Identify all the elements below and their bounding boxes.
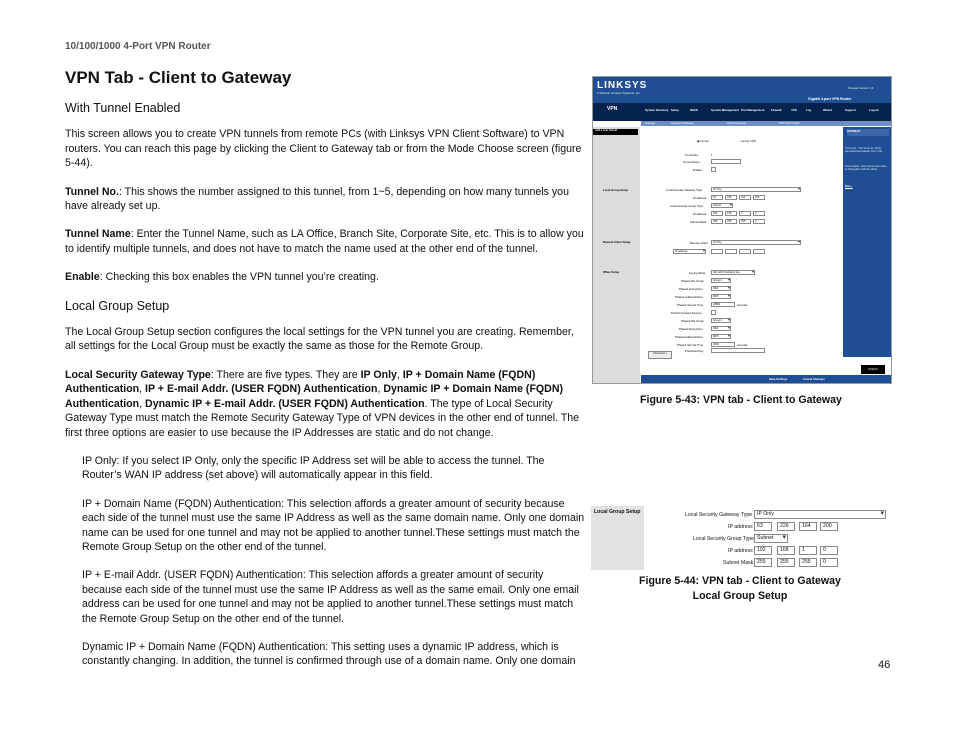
p2enc-select[interactable]: DES ▾ xyxy=(711,326,731,331)
paragraph-tunnel-name xyxy=(65,227,585,256)
subheading-local-group: Local Group Setup xyxy=(65,298,170,313)
ip-octet-2[interactable]: 226 xyxy=(725,195,737,200)
help-text-1: Tunnel No. : This tunnel no. will be generated automatically from 1~50. xyxy=(845,147,883,153)
enable-label: Enable xyxy=(693,168,702,172)
figure-local-group-setup xyxy=(591,506,889,570)
term-enable: Enable xyxy=(65,271,100,284)
ip-octet-3[interactable]: 164 xyxy=(739,195,751,200)
subtab-gateway-to-gateway[interactable]: Gateway to Gateway xyxy=(671,122,694,125)
remote-ip-select[interactable]: IP address ▾ xyxy=(673,249,706,254)
f2-ip2-octet-3[interactable]: 1 xyxy=(799,546,817,555)
term-dyn-fqdn: Dynamic IP + Domain Name (FQDN) Authentication xyxy=(65,383,563,410)
figure-544-caption-line2: Local Group Setup xyxy=(692,590,788,602)
lsgt-select[interactable]: IP Only ▾ xyxy=(711,187,801,192)
f2-lsgrp-label: Local Security Group Type xyxy=(693,536,755,542)
ip2-octet-4[interactable]: 0 xyxy=(753,211,765,216)
ip2-octet-2[interactable]: 168 xyxy=(725,211,737,216)
nav-log[interactable]: Log xyxy=(806,108,812,112)
item-ip-email: IP + E-mail Addr. (USER FQDN) Authentication: This selection affords a greater amount of security because each side of the tunnel must use the same IP Address as well as the same email. Only one email address can be used for one tunnel and may not be applied to another tunnel.These settings must match the Remote Group Setup on the other end of the tunnel. xyxy=(82,569,579,625)
p2sa-unit: seconds xyxy=(737,343,748,347)
p1dh-label: Phase1 DH Group xyxy=(681,279,704,283)
nav-port-management[interactable]: Port Management xyxy=(741,108,765,112)
p2dh-select[interactable]: Group1 ▾ xyxy=(711,318,731,323)
p1dh-select[interactable]: Group1 ▾ xyxy=(711,278,731,283)
nav-system-management[interactable]: System Management xyxy=(711,108,739,112)
ip-octet-1[interactable]: 63 xyxy=(711,195,723,200)
mask-octet-2[interactable]: 255 xyxy=(725,219,737,224)
f2-ip-octet-2[interactable]: 226 xyxy=(777,522,795,531)
desc-enable: : Checking this box enables the VPN tunnel you’re creating. xyxy=(99,271,379,284)
ip-label: IP address xyxy=(693,196,707,200)
nav-vpn[interactable]: VPN xyxy=(791,108,797,112)
p2enc-label: Phase2 Encryption xyxy=(679,327,703,331)
nav-firewall[interactable]: Firewall xyxy=(771,108,782,112)
nav-logout[interactable]: Logout xyxy=(869,108,879,112)
mask-octet-3[interactable]: 255 xyxy=(739,219,751,224)
p1auth-label: Phase1 Authentication xyxy=(675,295,703,299)
f2-ip-octet-4[interactable]: 200 xyxy=(820,522,838,531)
cisco-logo: CISCO xyxy=(861,365,885,374)
p2sa-label: Phase2 SA Life Time xyxy=(677,343,703,347)
f2-mask-octet-3[interactable]: 255 xyxy=(799,558,817,567)
remote-ip-octet-4[interactable] xyxy=(753,249,765,254)
sitemap-link[interactable] xyxy=(847,129,889,136)
p2dh-label: Phase2 DH Group xyxy=(681,319,704,323)
main-nav xyxy=(593,103,891,121)
desc-tunnel-no: : This shows the number assigned to this tunnel, from 1~5, depending on how many tunnels you have already set up. xyxy=(65,185,569,213)
f2-ip-octet-3[interactable]: 164 xyxy=(799,522,817,531)
text-seg: . The type of Local Security Gateway Type must match the Remote Security Gateway Type of VPN devices in the other end of tunnel. The first three options are easier to use because the IP Addresses are static and do not change. xyxy=(65,397,580,439)
term-tunnel-name: Tunnel Name xyxy=(65,228,131,241)
item-ip-fqdn: IP + Domain Name (FQDN) Authentication: This selection affords a greater amount of security because each side of the tunnel must use the same IP Address as well as the same domain name. Only one domain name can be used for one tunnel and may not be applied to another tunnel.These settings must match the Remote Group Setup on the other end of the tunnel. xyxy=(82,497,585,553)
p1enc-label: Phase1 Encryption xyxy=(679,287,703,291)
tunnel-radio-label[interactable]: ◉ Tunnel xyxy=(697,139,709,143)
more-link[interactable]: More... xyxy=(845,185,853,188)
help-text-2: Tunnel Name : Enter the tunnel's name to distinguish it with the others. xyxy=(845,165,887,171)
term-ip-email: IP + E-mail Addr. (USER FQDN) Authentication xyxy=(145,383,378,396)
body-text xyxy=(65,101,585,683)
left-section-bar xyxy=(593,127,640,383)
p1sa-label: Phase1 SA Life Time xyxy=(677,303,703,307)
p1auth-select[interactable]: MD5 ▾ xyxy=(711,294,731,299)
save-settings-button[interactable]: Save Settings xyxy=(769,377,788,381)
text-seg: , xyxy=(396,368,403,381)
figure-544-caption xyxy=(591,574,889,604)
psk-label: Preshared Key xyxy=(685,349,704,353)
item-ip-only: IP Only: If you select IP Only, only the specific IP Address set will be able to access the tunnel. The Router’s WAN IP address (set above) will automatically appear in this field. xyxy=(82,454,545,482)
p1sa-unit: seconds xyxy=(737,303,748,307)
f2-mask-octet-1[interactable]: 255 xyxy=(754,558,772,567)
ip2-label: IP address xyxy=(693,212,707,216)
help-sidebar xyxy=(843,127,891,357)
figure-543-caption: Figure 5-43: VPN tab - Client to Gateway xyxy=(640,394,842,406)
remote-client-select[interactable]: IP Only ▾ xyxy=(711,240,801,245)
f2-lsgt-select[interactable]: IP Only ▾ xyxy=(754,510,886,519)
f2-mask-label: Subnet Mask xyxy=(723,560,754,566)
p2auth-select[interactable]: MD5 ▾ xyxy=(711,334,731,339)
page-number: 46 xyxy=(878,659,891,671)
nav-dhcp[interactable]: DHCP xyxy=(690,108,698,112)
paragraph-intro: This screen allows you to create VPN tunnels from remote PCs (with Linksys VPN Client Software) to VPN routers. You can reach this page by clicking the Client to Gateway tab or from the Mode Choose screen (figure 5-44). xyxy=(65,128,582,170)
page-title: VPN Tab - Client to Gateway xyxy=(65,68,292,87)
term-tunnel-no: Tunnel No. xyxy=(65,185,119,198)
tunnel-no-value: 1 xyxy=(711,153,713,157)
mask-octet-4[interactable]: 0 xyxy=(753,219,765,224)
figure-544-caption-line1: Figure 5-44: VPN tab - Client to Gateway xyxy=(639,575,841,587)
f2-lsgt-label: Local Security Gateway Type xyxy=(685,512,753,518)
logo-tagline: A Division of Cisco Systems, Inc. xyxy=(597,91,641,95)
f2-ip2-octet-4[interactable]: 0 xyxy=(820,546,838,555)
pfs-label: Perfect Forward Secrecy xyxy=(671,311,702,315)
tunnel-name-label: Tunnel Name xyxy=(683,160,700,164)
term-ip-fqdn: IP + Domain Name (FQDN) Authentication xyxy=(65,368,536,396)
p2sa-input[interactable]: 3600 xyxy=(711,342,735,347)
p2auth-label: Phase2 Authentication xyxy=(675,335,703,339)
cancel-changes-button[interactable]: Cancel Changes xyxy=(803,377,825,381)
sitemap-text: SITEMAP xyxy=(847,129,861,133)
paragraph-gateway-type xyxy=(65,368,585,440)
item-dyn-fqdn: Dynamic IP + Domain Name (FQDN) Authentication: This setting uses a dynamic IP address, which is constantly changing. In addition, the tunnel is confirmed through use of a domain name. Only one domain xyxy=(82,640,576,668)
section-ipsec: IPSec Setup xyxy=(603,270,620,274)
remote-ip-octet-2[interactable] xyxy=(725,249,737,254)
firmware-label: Firmware Version: 1.0 xyxy=(848,87,874,90)
running-header: 10/100/1000 4-Port VPN Router xyxy=(65,41,211,52)
subtab-vpn-pass-through[interactable]: VPN Pass Through xyxy=(779,122,800,125)
mask-label: Subnet Mask xyxy=(690,220,707,224)
paragraph-enable xyxy=(65,270,585,284)
paragraph-local-group: The Local Group Setup section configures the local settings for the VPN tunnel you are creating. Remember, all settings for the Local Group must be exactly the same as those for the Remote Group. xyxy=(65,326,574,353)
f2-mask-octet-2[interactable]: 255 xyxy=(777,558,795,567)
ip-octet-4[interactable]: 200 xyxy=(753,195,765,200)
p1enc-select[interactable]: DES ▾ xyxy=(711,286,731,291)
group-radio-label[interactable]: ○ Group VPN xyxy=(739,139,756,143)
paragraph-tunnel-no xyxy=(65,185,585,214)
pfs-checkbox[interactable] xyxy=(711,310,716,315)
sub-nav xyxy=(641,121,891,126)
term-ip-only: IP Only xyxy=(360,368,397,381)
lsgrp-select[interactable]: Subnet ▾ xyxy=(711,203,733,208)
ip2-octet-1[interactable]: 192 xyxy=(711,211,723,216)
router-title: Gigabit 4-port VPN Router xyxy=(808,97,852,101)
f2-section-label: Local Group Setup xyxy=(594,509,641,515)
desc-tunnel-name: : Enter the Tunnel Name, such as LA Office, Branch Site, Corporate Site, etc. This is to allow you to identify multiple tunnels, and does not have to match the name used at the other end of the tunnel. xyxy=(65,228,584,255)
f2-lsgrp-select[interactable]: Subnet ▾ xyxy=(754,534,788,543)
remote-ip-octet-3[interactable] xyxy=(739,249,751,254)
f2-ip2-octet-1[interactable]: 192 xyxy=(754,546,772,555)
p1sa-input[interactable]: 28800 xyxy=(711,302,735,307)
tunnel-radio-text: Tunnel xyxy=(700,139,709,143)
subtab-summary[interactable]: Summary xyxy=(645,122,656,125)
nav-wizard[interactable]: Wizard xyxy=(823,108,833,112)
subheading-tunnel-enabled: With Tunnel Enabled xyxy=(65,101,181,115)
term-gateway-type: Local Security Gateway Type xyxy=(65,368,211,381)
nav-support[interactable]: Support xyxy=(845,108,856,112)
text-seg: : There are five types. They are xyxy=(210,368,361,381)
linksys-logo: LINKSYS xyxy=(597,80,648,91)
f2-mask-octet-4[interactable]: 0 xyxy=(820,558,838,567)
group-radio-text: Group VPN xyxy=(741,139,756,143)
section-remote-client: Remote Client Setup xyxy=(603,240,631,244)
f2-section-bar xyxy=(591,506,644,570)
tunnel-no-label: Tunnel No. xyxy=(685,153,699,157)
nav-system-summary[interactable]: System Summary xyxy=(645,108,669,112)
subtab-client-to-gateway[interactable]: Client to Gateway xyxy=(727,122,746,125)
section-local-group: Local Group Setup xyxy=(603,188,629,192)
f2-ip2-label: IP address xyxy=(728,548,753,554)
lsgt-label: Local Security Gateway Type xyxy=(666,188,703,192)
mask-octet-1[interactable]: 255 xyxy=(711,219,723,224)
text-seg: , xyxy=(139,383,146,396)
tunnel-name-input[interactable] xyxy=(711,159,741,164)
enable-checkbox[interactable] xyxy=(711,167,716,172)
text-seg: , xyxy=(377,383,384,396)
vpn-tab-label: VPN xyxy=(607,106,618,112)
advanced-button[interactable]: Advanced + xyxy=(648,351,672,359)
ip2-octet-3[interactable]: 1 xyxy=(739,211,751,216)
keying-label: Keying Mode xyxy=(689,271,706,275)
text-seg: , xyxy=(139,397,146,410)
save-bar xyxy=(641,375,891,383)
f2-ip-label: IP address xyxy=(728,524,753,530)
nav-setup[interactable]: Setup xyxy=(671,108,679,112)
term-dyn-email: Dynamic IP + E-mail Addr. (USER FQDN) Authentication xyxy=(145,397,425,410)
remote-ip-octet-1[interactable] xyxy=(711,249,723,254)
figure-vpn-client-gateway xyxy=(592,76,892,384)
add-new-tunnel-label: Add a new Tunnel xyxy=(593,129,638,135)
psk-input[interactable] xyxy=(711,348,765,353)
remote-client-label: Remote Client xyxy=(690,241,708,245)
lsgrp-label: Local Security Group Type xyxy=(670,204,703,208)
f2-ip-octet-1[interactable]: 63 xyxy=(754,522,772,531)
f2-ip2-octet-2[interactable]: 168 xyxy=(777,546,795,555)
keying-select[interactable]: IKE with Preshared key ▾ xyxy=(711,270,755,275)
